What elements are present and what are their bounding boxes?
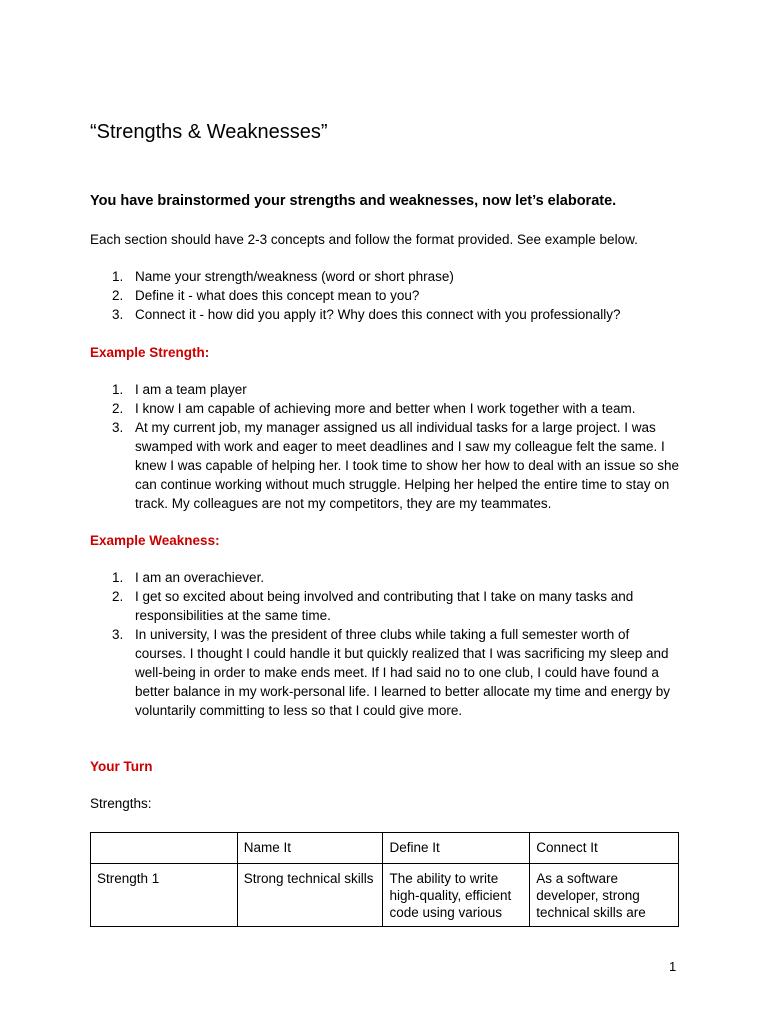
table-header-cell[interactable]: [91, 833, 238, 864]
example-strength-heading: Example Strength:: [90, 345, 210, 360]
example-weakness-heading: Example Weakness:: [90, 533, 220, 548]
table-header-row: [91, 833, 679, 864]
strengths-table: [90, 832, 679, 927]
list-item: 1. I am a team player: [112, 382, 247, 397]
list-item: 1. Name your strength/weakness (word or short phrase): [112, 269, 454, 284]
list-item: 3. In university, I was the president of three clubs while taking a full semester worth of courses. I thought I could handle it but quickly realized that I was sacrificing my sleep and well-being in order to make ends meet. If I had said no to one club, I could have found a better balance in my work-personal life. I learned to better allocate my time and energy by voluntarily committing to less so that I could give more.: [112, 627, 671, 718]
document-title: “Strengths & Weaknesses”: [90, 121, 328, 143]
list-item: 2. I know I am capable of achieving more and better when I work together with a team.: [112, 401, 636, 416]
table-cell[interactable]: Strength 1: [91, 864, 238, 927]
example-strength-list: [90, 380, 680, 513]
your-turn-heading: Your Turn: [90, 759, 153, 774]
table-cell[interactable]: The ability to write high-quality, efficient code using various: [383, 864, 530, 927]
page-number: 1: [669, 959, 677, 974]
table-cell[interactable]: Strong technical skills: [237, 864, 383, 927]
format-steps-list: [90, 267, 680, 324]
table-cell[interactable]: As a software developer, strong technical skills are: [530, 864, 679, 927]
section-subtitle: You have brainstormed your strengths and weaknesses, now let’s elaborate.: [90, 193, 617, 209]
table-header-cell[interactable]: Connect It: [530, 833, 679, 864]
list-item: 2. I get so excited about being involved and contributing that I take on many tasks and responsibilities at the same time.: [112, 589, 634, 623]
list-item: 3. Connect it - how did you apply it? Why does this connect with you professionally?: [112, 307, 621, 322]
table-header-cell[interactable]: Name It: [237, 833, 383, 864]
list-item: 3. At my current job, my manager assigned us all individual tasks for a large project. I was swamped with work and eager to meet deadlines and I saw my colleague felt the same. I knew I was capable of helping her. I took time to show her how to deal with an issue so she can continue working without much struggle. Helping her helped the entire time to stay on track. My colleagues are not my competitors, they are my teammates.: [112, 420, 680, 511]
list-item: 2. Define it - what does this concept mean to you?: [112, 288, 420, 303]
intro-paragraph: Each section should have 2-3 concepts and follow the format provided. See example below.: [90, 232, 638, 247]
table-row: [91, 864, 679, 927]
list-item: 1. I am an overachiever.: [112, 570, 265, 585]
table-header-cell[interactable]: Define It: [383, 833, 530, 864]
strengths-label: Strengths:: [90, 796, 152, 811]
example-weakness-list: [90, 568, 680, 720]
